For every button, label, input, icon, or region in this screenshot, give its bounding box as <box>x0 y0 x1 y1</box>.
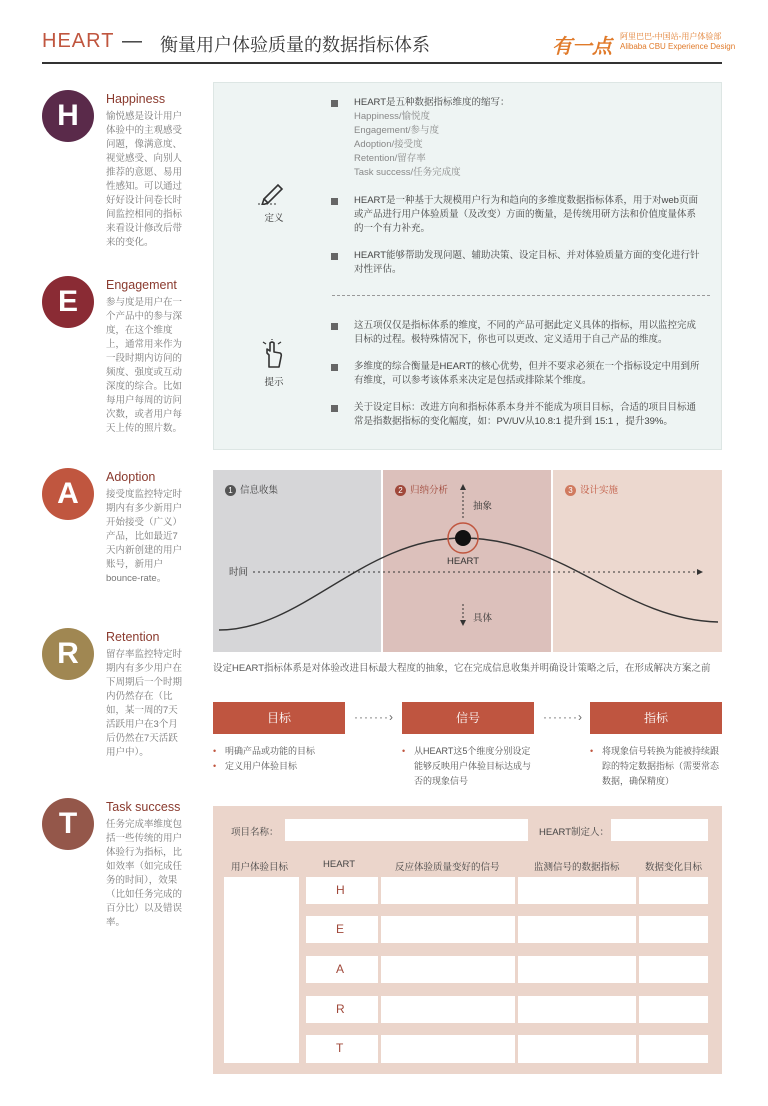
flow-signal-list <box>402 744 536 789</box>
abstraction-diagram <box>213 470 722 652</box>
target-cell[interactable] <box>639 956 708 983</box>
table-row <box>306 877 378 904</box>
flow-goal: 目标 <box>213 702 345 734</box>
metric-cell[interactable] <box>518 956 636 983</box>
abstract-label: 抽象 <box>473 501 493 512</box>
project-name-label: 项目名称： <box>231 827 279 838</box>
dimension-engagement <box>42 276 192 446</box>
flow-goal-list <box>213 744 353 774</box>
diagram-caption: 设定HEART指标体系是对体验改进目标最大程度的抽象，它在完成信息收集并明确设计策略之后，在形成解决方案之前 <box>213 663 711 674</box>
project-name-input[interactable] <box>285 819 528 841</box>
header-dash: — <box>122 30 142 52</box>
dimension-happiness <box>42 90 192 260</box>
signal-cell[interactable] <box>381 956 515 983</box>
dimension-desc: 接受度监控特定时期内有多少新用户开始接受（广义）产品，比如最近7天内新创建的用户账号，新用户bounce-rate。 <box>106 489 183 584</box>
list-item: • 将现象信号转换为能被持续跟踪的特定数据指标（需要常态数据，确保精度） <box>590 744 722 789</box>
flow-metric-list <box>590 744 722 789</box>
dimension-title: Happiness <box>106 92 166 106</box>
dimension-adoption <box>42 468 192 598</box>
signal-cell[interactable] <box>381 916 515 943</box>
time-axis-arrow <box>697 569 703 575</box>
table-row <box>306 996 378 1023</box>
time-label: 时间 <box>229 567 249 578</box>
zone-number: 2 <box>395 485 406 496</box>
column-header: 用户体验目标 <box>231 862 289 873</box>
sub-item: Retention/留存率 <box>354 153 426 164</box>
row-letter: R <box>336 1002 345 1016</box>
flow-arrow: ·······› <box>354 710 394 724</box>
sub-item: Engagement/参与度 <box>354 125 440 136</box>
metric-cell[interactable] <box>518 1035 636 1063</box>
logo-text <box>620 32 735 52</box>
dimension-title: Task success <box>106 800 181 814</box>
divider <box>332 295 710 296</box>
dimension-task-success <box>42 798 192 938</box>
header-brand: HEART <box>42 30 115 52</box>
dimension-desc: 任务完成率维度包括一些传统的用户体验行为指标，比如效率（如完成任务的时间），效果（比如任务完成的百分比）以及错误率。 <box>106 819 183 928</box>
definition-bullet-1 <box>354 96 704 180</box>
concrete-arrow-head <box>460 620 466 626</box>
abstract-arrow-head <box>460 484 466 490</box>
heart-label: HEART <box>447 556 480 567</box>
row-letter: E <box>336 922 345 936</box>
zone-title: 归纳分析 <box>410 485 449 496</box>
pencil-icon <box>258 179 288 210</box>
pointing-hand-icon <box>258 339 288 374</box>
definition-panel <box>213 82 722 450</box>
dimension-desc: 留存率监控特定时期内有多少用户在下周期后一个时期内仍然存在（比如，某一周的7天活跃用户在3个月后仍然在7天活跃用户中）。 <box>106 649 183 758</box>
table-row <box>306 1035 378 1063</box>
letter-circle-e: E <box>42 276 94 328</box>
tips-label: 提示 <box>264 377 284 388</box>
column-header: 监测信号的数据指标 <box>534 862 620 873</box>
letter-circle-h: H <box>42 90 94 142</box>
dimension-title: Retention <box>106 630 160 644</box>
target-cell[interactable] <box>639 1035 708 1063</box>
target-cell[interactable] <box>639 996 708 1023</box>
column-header: 反应体验质量变好的信号 <box>395 862 500 873</box>
dimension-retention <box>42 628 192 768</box>
signal-cell[interactable] <box>381 877 515 904</box>
metric-cell[interactable] <box>518 916 636 943</box>
row-letter: T <box>336 1041 344 1055</box>
tips-bullet-2: 多维度的综合衡量是HEART的核心优势，但并不要求必须在一个指标设定中用到所有维度，可以参考该体系来决定是包括或排除某个维度。 <box>354 361 700 386</box>
concrete-label: 具体 <box>473 613 493 624</box>
letter-circle-r: R <box>42 628 94 680</box>
zone-title: 设计实施 <box>580 485 619 496</box>
row-letter: A <box>336 962 345 976</box>
ux-goal-cell[interactable] <box>224 877 299 1063</box>
owner-label: HEART制定人： <box>539 827 610 838</box>
dimension-desc: 愉悦感是设计用户体验中的主观感受问题，像满意度、视觉感受、向别人推荐的意愿、易用性感知。可以通过好好设计问卷长时间监控相同的指标来看设计修改后带来的变化。 <box>106 111 183 248</box>
tips-bullet-3: 关于设定目标：改进方向和指标体系本身并不能成为项目目标，合适的项目目标通常是指数据指标的变化幅度，如：PV/UV从10.8:1 提升到 15:1 ，提升39%。 <box>354 402 697 427</box>
list-item: • 明确产品或功能的目标 <box>213 744 353 759</box>
dimension-desc: 参与度是用户在一个产品中的参与深度，在这个维度上，通常用来作为一段时期内访问的频度、强度或互动深度的综合。比如每用户每周的访问次数，或者用户每天上传的照片数。 <box>106 297 183 434</box>
list-item: • 定义用户体验目标 <box>213 759 353 774</box>
page-header <box>42 26 736 64</box>
definition-bullet-2: HEART是一种基于大规模用户行为和趋向的多维度数据指标体系，用于对web页面或产品进行用户体验质量（及改变）方面的衡量，是传统用研方法和价值度量体系的一个有力补充。 <box>354 195 698 234</box>
dimension-title: Adoption <box>106 470 156 484</box>
tips-bullet-1: 这五项仅仅是指标体系的维度，不同的产品可据此定义具体的指标，用以监控完成目标的过程。极特殊情况下，你也可以更改、定义适用于自己产品的维度。 <box>354 320 697 345</box>
flow-arrow: ·······› <box>543 710 583 724</box>
zone-number: 1 <box>225 485 236 496</box>
table-row <box>306 916 378 943</box>
dimension-title: Engagement <box>106 278 177 292</box>
list-item: • 从HEART这5个维度分别设定能够反映用户体验目标达成与否的现象信号 <box>402 744 536 789</box>
metric-cell[interactable] <box>518 877 636 904</box>
letter-circle-a: A <box>42 468 94 520</box>
signal-cell[interactable] <box>381 996 515 1023</box>
sub-item: Adoption/接受度 <box>354 139 423 150</box>
owner-input[interactable] <box>611 819 708 841</box>
definition-label: 定义 <box>264 213 284 224</box>
column-header: HEART <box>323 859 356 870</box>
column-header: 数据变化目标 <box>645 862 703 873</box>
sub-item: Happiness/愉悦度 <box>354 111 431 122</box>
sub-item: Task success/任务完成度 <box>354 167 461 178</box>
logo-line-2: Alibaba CBU Experience Design <box>620 42 736 51</box>
target-cell[interactable] <box>639 877 708 904</box>
zone-number: 3 <box>565 485 576 496</box>
heart-peak-dot <box>455 530 471 546</box>
bullet-text: HEART是五种数据指标维度的缩写： <box>354 97 510 108</box>
table-row <box>306 956 378 983</box>
row-letter: H <box>336 883 345 897</box>
logo-line-1: 阿里巴巴-中国站-用户体验部 <box>620 32 722 41</box>
letter-circle-t: T <box>42 798 94 850</box>
zone-title: 信息收集 <box>240 485 279 496</box>
logo-mark: 有一点 <box>552 36 612 58</box>
target-cell[interactable] <box>639 916 708 943</box>
definition-bullet-3: HEART能够帮助发现问题、辅助决策、设定目标、并对体验质量方面的变化进行针对性评估。 <box>354 250 700 275</box>
flow-signal: 信号 <box>402 702 534 734</box>
flow-metric: 指标 <box>590 702 722 734</box>
signal-cell[interactable] <box>381 1035 515 1063</box>
page-title: 衡量用户体验质量的数据指标体系 <box>160 35 430 55</box>
metric-cell[interactable] <box>518 996 636 1023</box>
heart-form <box>213 806 722 1074</box>
